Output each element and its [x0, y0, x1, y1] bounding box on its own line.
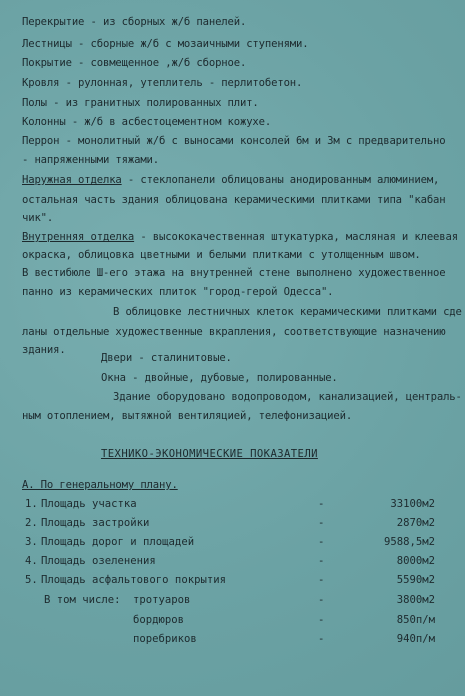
- text-span: - стеклопанели облицованы анодированным алюминием,: [121, 174, 440, 186]
- row-value: 8000м2: [396, 555, 435, 567]
- table-row-sub: [0, 633, 465, 647]
- row-name: Площадь асфальтового покрытия: [41, 574, 226, 586]
- text-line: Перекрытие - из сборных ж/б панелей.: [22, 16, 247, 28]
- row-value: 3800м2: [396, 594, 435, 606]
- text-span: - высококачественная штукатурка, масляная и клеевая: [134, 231, 458, 243]
- subsection-title: А. По генеральному плану.: [22, 479, 178, 491]
- row-dash: -: [318, 633, 325, 645]
- row-dash: -: [318, 574, 325, 586]
- text-line: - напряженными тяжами.: [22, 154, 160, 166]
- row-dash: -: [318, 498, 325, 510]
- row-dash: -: [318, 517, 325, 529]
- text-line: Лестницы - сборные ж/б с мозаичными ступенями.: [22, 38, 309, 50]
- row-name: бордюров: [133, 614, 185, 626]
- text-line: Полы - из гранитных полированных плит.: [22, 97, 259, 109]
- table-row-sub: [0, 614, 465, 628]
- row-name: тротуаров: [133, 594, 191, 606]
- row-value: 33100м2: [390, 498, 435, 510]
- text-line: ным отоплением, вытяжной вентиляцией, телефонизацией.: [22, 410, 353, 422]
- text-line: панно из керамических плиток "город-герой Одесса".: [22, 286, 334, 298]
- row-number: 4.: [25, 555, 38, 567]
- text-line: окраска, облицовка цветными и белыми плитками с утолщенным швом.: [22, 249, 421, 261]
- text-line: Перрон - монолитный ж/б с выносами консолей 6м и 3м с предварительно: [22, 135, 446, 147]
- text-line: ланы отдельные художественные вкрапления, соответствующие назначению: [22, 326, 446, 338]
- row-number: 2.: [25, 517, 38, 529]
- table-row: [0, 555, 465, 569]
- row-dash: -: [318, 614, 325, 626]
- row-name: поребриков: [133, 633, 197, 645]
- text-line: Покрытие - совмещенное ,ж/б сборное.: [22, 57, 247, 69]
- section-label-exterior: Наружная отделка: [22, 174, 122, 186]
- text-line: Кровля - рулонная, утеплитель - перлитобетон.: [22, 77, 303, 89]
- row-dash: -: [318, 555, 325, 567]
- section-heading: ТЕХНИКО-ЭКОНОМИЧЕСКИЕ ПОКАЗАТЕЛИ: [101, 448, 318, 460]
- text-line: Здание оборудовано водопроводом, канализацией, централь-: [113, 391, 462, 403]
- text-line: В облицовке лестничных клеток керамическими плитками сде: [113, 306, 462, 318]
- text-line: Двери - сталинитовые.: [101, 352, 232, 364]
- section-label-interior: Внутренняя отделка: [22, 231, 135, 243]
- row-dash: -: [318, 536, 325, 548]
- text-line: В вестибюле Ш-его этажа на внутренней стене выполнено художественное: [22, 267, 446, 279]
- row-name: Площадь участка: [41, 498, 137, 510]
- row-value: 5590м2: [396, 574, 435, 586]
- table-row: [0, 536, 465, 550]
- text-line: остальная часть здания облицована керамическими плитками типа "кабан: [22, 194, 446, 206]
- including-label: В том числе:: [44, 594, 121, 606]
- row-dash: -: [318, 594, 325, 606]
- text-line: [22, 174, 439, 186]
- row-number: 5.: [25, 574, 38, 586]
- row-value: 2870м2: [396, 517, 435, 529]
- row-value: 940п/м: [396, 633, 435, 645]
- text-line: чик".: [22, 212, 54, 224]
- row-name: Площадь дорог и площадей: [41, 536, 195, 548]
- row-number: 3.: [25, 536, 38, 548]
- text-line: Колонны - ж/б в асбестоцементном кожухе.: [22, 116, 272, 128]
- text-line: здания.: [22, 344, 66, 356]
- row-name: Площадь застройки: [41, 517, 150, 529]
- table-row: [0, 517, 465, 531]
- table-row: [0, 574, 465, 588]
- text-line: Окна - двойные, дубовые, полированные.: [101, 372, 338, 384]
- table-row-sub: [0, 594, 465, 608]
- row-value: 9588,5м2: [383, 536, 435, 548]
- text-line: [22, 231, 458, 243]
- row-value: 850п/м: [396, 614, 435, 626]
- row-name: Площадь озеленения: [41, 555, 156, 567]
- table-row: [0, 498, 465, 512]
- row-number: 1.: [25, 498, 38, 510]
